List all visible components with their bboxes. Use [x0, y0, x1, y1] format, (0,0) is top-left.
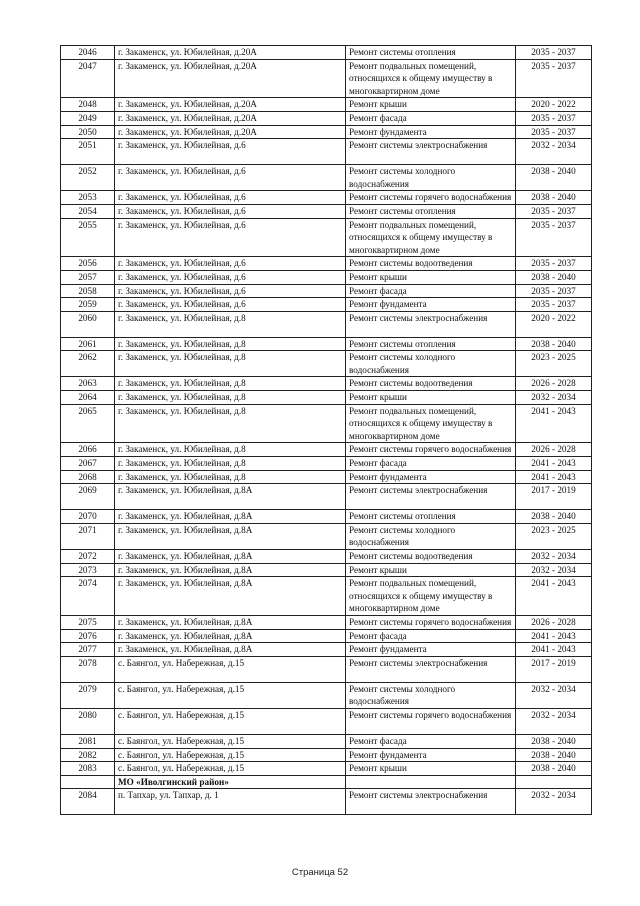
table-row — [61, 298, 592, 312]
table-row — [61, 98, 592, 112]
row-address: с. Баянгол, ул. Набережная, д.15 — [115, 762, 346, 776]
table-row — [61, 111, 592, 125]
row-address: г. Закаменск, ул. Юбилейная, д.8 — [115, 457, 346, 471]
row-address: г. Закаменск, ул. Юбилейная, д.8А — [115, 629, 346, 643]
row-address: г. Закаменск, ул. Юбилейная, д.20А — [115, 59, 346, 98]
table-row — [61, 46, 592, 60]
row-work-type: Ремонт системы отопления — [346, 510, 516, 524]
table-row — [61, 629, 592, 643]
row-number: 2060 — [61, 311, 115, 337]
table-row — [61, 391, 592, 405]
row-period: 2035 - 2037 — [516, 218, 592, 257]
row-work-type: Ремонт системы отопления — [346, 204, 516, 218]
row-address: г. Закаменск, ул. Юбилейная, д.8А — [115, 563, 346, 577]
row-number: 2063 — [61, 377, 115, 391]
row-work-type: Ремонт системы горячего водоснабжения — [346, 191, 516, 205]
row-work-type: Ремонт системы холодного водоснабжения — [346, 523, 516, 549]
row-work-type: Ремонт фасада — [346, 284, 516, 298]
row-number: 2072 — [61, 550, 115, 564]
row-work-type: Ремонт системы водоотведения — [346, 377, 516, 391]
district-empty-cell — [346, 775, 516, 789]
row-number: 2064 — [61, 391, 115, 405]
row-work-type: Ремонт системы горячего водоснабжения — [346, 615, 516, 629]
row-period: 2041 - 2043 — [516, 629, 592, 643]
row-number: 2083 — [61, 762, 115, 776]
row-period: 2032 - 2034 — [516, 391, 592, 405]
row-number: 2084 — [61, 789, 115, 815]
row-period: 2035 - 2037 — [516, 284, 592, 298]
table-row — [61, 270, 592, 284]
table-row — [61, 708, 592, 734]
row-work-type: Ремонт крыши — [346, 98, 516, 112]
row-number: 2047 — [61, 59, 115, 98]
table-row — [61, 377, 592, 391]
row-address: г. Закаменск, ул. Юбилейная, д.8 — [115, 404, 346, 443]
row-number: 2056 — [61, 257, 115, 271]
row-address: г. Закаменск, ул. Юбилейная, д.8А — [115, 550, 346, 564]
table-row — [61, 789, 592, 815]
table-row — [61, 523, 592, 549]
row-work-type: Ремонт крыши — [346, 270, 516, 284]
row-period: 2023 - 2025 — [516, 523, 592, 549]
row-work-type: Ремонт подвальных помещений, относящихся к общему имуществу в многоквартирном доме — [346, 59, 516, 98]
row-address: г. Закаменск, ул. Юбилейная, д.6 — [115, 270, 346, 284]
row-work-type: Ремонт крыши — [346, 391, 516, 405]
table-row — [61, 311, 592, 337]
row-number: 2046 — [61, 46, 115, 60]
table-row — [61, 734, 592, 748]
row-period: 2038 - 2040 — [516, 191, 592, 205]
row-address: с. Баянгол, ул. Набережная, д.15 — [115, 748, 346, 762]
table-row — [61, 139, 592, 165]
row-work-type: Ремонт системы холодного водоснабжения — [346, 682, 516, 708]
row-period: 2041 - 2043 — [516, 470, 592, 484]
table-row — [61, 165, 592, 191]
row-work-type: Ремонт системы отопления — [346, 337, 516, 351]
row-period: 2032 - 2034 — [516, 708, 592, 734]
row-number: 2077 — [61, 643, 115, 657]
row-address: г. Закаменск, ул. Юбилейная, д.8 — [115, 470, 346, 484]
row-work-type: Ремонт подвальных помещений, относящихся к общему имуществу в многоквартирном доме — [346, 404, 516, 443]
row-number: 2070 — [61, 510, 115, 524]
row-period: 2035 - 2037 — [516, 111, 592, 125]
row-address: с. Баянгол, ул. Набережная, д.15 — [115, 708, 346, 734]
row-work-type: Ремонт системы водоотведения — [346, 550, 516, 564]
row-period: 2026 - 2028 — [516, 443, 592, 457]
row-number: 2051 — [61, 139, 115, 165]
district-empty-cell — [516, 775, 592, 789]
table-body — [61, 46, 592, 815]
row-period: 2038 - 2040 — [516, 510, 592, 524]
row-work-type: Ремонт фасада — [346, 734, 516, 748]
row-work-type: Ремонт системы электроснабжения — [346, 656, 516, 682]
table-row — [61, 191, 592, 205]
row-number: 2074 — [61, 577, 115, 616]
row-period: 2023 - 2025 — [516, 351, 592, 377]
row-address: г. Закаменск, ул. Юбилейная, д.8 — [115, 391, 346, 405]
row-work-type: Ремонт системы электроснабжения — [346, 139, 516, 165]
row-number: 2049 — [61, 111, 115, 125]
repair-schedule-table — [60, 45, 592, 815]
row-number: 2075 — [61, 615, 115, 629]
district-name: МО «Иволгинский район» — [115, 775, 346, 789]
row-number: 2058 — [61, 284, 115, 298]
row-number: 2073 — [61, 563, 115, 577]
row-period: 2038 - 2040 — [516, 165, 592, 191]
page-number: Страница 52 — [291, 867, 349, 878]
row-address: г. Закаменск, ул. Юбилейная, д.8А — [115, 484, 346, 510]
row-period: 2017 - 2019 — [516, 484, 592, 510]
table-row — [61, 59, 592, 98]
row-period: 2026 - 2028 — [516, 377, 592, 391]
row-period: 2038 - 2040 — [516, 270, 592, 284]
row-work-type: Ремонт системы холодного водоснабжения — [346, 165, 516, 191]
row-work-type: Ремонт фасада — [346, 629, 516, 643]
row-period: 2038 - 2040 — [516, 734, 592, 748]
row-address: г. Закаменск, ул. Юбилейная, д.6 — [115, 191, 346, 205]
row-address: г. Закаменск, ул. Юбилейная, д.8 — [115, 337, 346, 351]
row-period: 2035 - 2037 — [516, 46, 592, 60]
row-period: 2038 - 2040 — [516, 337, 592, 351]
row-address: г. Закаменск, ул. Юбилейная, д.6 — [115, 165, 346, 191]
row-work-type: Ремонт подвальных помещений, относящихся к общему имуществу в многоквартирном доме — [346, 577, 516, 616]
row-number: 2080 — [61, 708, 115, 734]
row-work-type: Ремонт системы горячего водоснабжения — [346, 708, 516, 734]
row-work-type: Ремонт фундамента — [346, 470, 516, 484]
row-work-type: Ремонт системы отопления — [346, 46, 516, 60]
table-row — [61, 510, 592, 524]
row-work-type: Ремонт подвальных помещений, относящихся к общему имуществу в многоквартирном доме — [346, 218, 516, 257]
row-address: с. Баянгол, ул. Набережная, д.15 — [115, 734, 346, 748]
row-address: г. Закаменск, ул. Юбилейная, д.8А — [115, 577, 346, 616]
row-period: 2041 - 2043 — [516, 643, 592, 657]
row-period: 2032 - 2034 — [516, 563, 592, 577]
row-address: г. Закаменск, ул. Юбилейная, д.6 — [115, 204, 346, 218]
table-row — [61, 643, 592, 657]
row-period: 2035 - 2037 — [516, 204, 592, 218]
table-row — [61, 125, 592, 139]
row-address: г. Закаменск, ул. Юбилейная, д.8 — [115, 443, 346, 457]
row-period: 2038 - 2040 — [516, 748, 592, 762]
table-row — [61, 257, 592, 271]
row-period: 2038 - 2040 — [516, 762, 592, 776]
table-row — [61, 404, 592, 443]
row-number: 2052 — [61, 165, 115, 191]
row-number: 2057 — [61, 270, 115, 284]
table-row — [61, 563, 592, 577]
row-work-type: Ремонт фундамента — [346, 748, 516, 762]
row-number: 2076 — [61, 629, 115, 643]
row-period: 2032 - 2034 — [516, 550, 592, 564]
row-number: 2067 — [61, 457, 115, 471]
row-number: 2066 — [61, 443, 115, 457]
row-work-type: Ремонт крыши — [346, 563, 516, 577]
row-address: г. Закаменск, ул. Юбилейная, д.8 — [115, 377, 346, 391]
row-period: 2035 - 2037 — [516, 59, 592, 98]
row-address: г. Закаменск, ул. Юбилейная, д.6 — [115, 257, 346, 271]
row-address: г. Закаменск, ул. Юбилейная, д.6 — [115, 139, 346, 165]
row-address: г. Закаменск, ул. Юбилейная, д.8А — [115, 523, 346, 549]
table-row — [61, 682, 592, 708]
row-number: 2069 — [61, 484, 115, 510]
table-row — [61, 470, 592, 484]
row-number: 2059 — [61, 298, 115, 312]
table-row — [61, 550, 592, 564]
row-period: 2041 - 2043 — [516, 577, 592, 616]
row-work-type: Ремонт системы холодного водоснабжения — [346, 351, 516, 377]
row-period: 2026 - 2028 — [516, 615, 592, 629]
row-address: г. Закаменск, ул. Юбилейная, д.8А — [115, 510, 346, 524]
row-number: 2079 — [61, 682, 115, 708]
row-work-type: Ремонт фундамента — [346, 643, 516, 657]
row-address: г. Закаменск, ул. Юбилейная, д.8А — [115, 615, 346, 629]
table-row — [61, 748, 592, 762]
table-row — [61, 443, 592, 457]
table-row — [61, 218, 592, 257]
row-number: 2078 — [61, 656, 115, 682]
row-period: 2032 - 2034 — [516, 789, 592, 815]
row-address: г. Закаменск, ул. Юбилейная, д.20А — [115, 125, 346, 139]
row-period: 2032 - 2034 — [516, 682, 592, 708]
row-period: 2041 - 2043 — [516, 404, 592, 443]
row-work-type: Ремонт фасада — [346, 457, 516, 471]
table-row — [61, 351, 592, 377]
row-work-type: Ремонт фундамента — [346, 125, 516, 139]
row-number: 2068 — [61, 470, 115, 484]
table-row — [61, 284, 592, 298]
row-address: г. Закаменск, ул. Юбилейная, д.20А — [115, 98, 346, 112]
row-period: 2017 - 2019 — [516, 656, 592, 682]
table-row — [61, 337, 592, 351]
row-period: 2020 - 2022 — [516, 98, 592, 112]
row-work-type: Ремонт системы горячего водоснабжения — [346, 443, 516, 457]
row-address: г. Закаменск, ул. Юбилейная, д.20А — [115, 46, 346, 60]
row-number: 2081 — [61, 734, 115, 748]
row-number: 2055 — [61, 218, 115, 257]
table-row — [61, 656, 592, 682]
row-period: 2041 - 2043 — [516, 457, 592, 471]
row-work-type: Ремонт системы электроснабжения — [346, 311, 516, 337]
row-period: 2035 - 2037 — [516, 125, 592, 139]
row-work-type: Ремонт системы электроснабжения — [346, 484, 516, 510]
row-address: г. Закаменск, ул. Юбилейная, д.20А — [115, 111, 346, 125]
table-row — [61, 577, 592, 616]
table-row — [61, 204, 592, 218]
row-address: г. Закаменск, ул. Юбилейная, д.8А — [115, 643, 346, 657]
row-period: 2032 - 2034 — [516, 139, 592, 165]
row-work-type: Ремонт системы водоотведения — [346, 257, 516, 271]
row-work-type: Ремонт крыши — [346, 762, 516, 776]
table-row — [61, 615, 592, 629]
table-row — [61, 457, 592, 471]
row-address: г. Закаменск, ул. Юбилейная, д.6 — [115, 218, 346, 257]
row-number: 2062 — [61, 351, 115, 377]
row-work-type: Ремонт фасада — [346, 111, 516, 125]
row-number: 2071 — [61, 523, 115, 549]
row-work-type: Ремонт фундамента — [346, 298, 516, 312]
district-header-row — [61, 775, 592, 789]
table-row — [61, 484, 592, 510]
district-empty-cell — [61, 775, 115, 789]
row-address: г. Закаменск, ул. Юбилейная, д.6 — [115, 298, 346, 312]
row-number: 2048 — [61, 98, 115, 112]
row-number: 2065 — [61, 404, 115, 443]
row-number: 2050 — [61, 125, 115, 139]
row-address: п. Тапхар, ул. Тапхар, д. 1 — [115, 789, 346, 815]
row-address: с. Баянгол, ул. Набережная, д.15 — [115, 682, 346, 708]
row-address: с. Баянгол, ул. Набережная, д.15 — [115, 656, 346, 682]
row-address: г. Закаменск, ул. Юбилейная, д.6 — [115, 284, 346, 298]
row-work-type: Ремонт системы электроснабжения — [346, 789, 516, 815]
row-number: 2054 — [61, 204, 115, 218]
row-address: г. Закаменск, ул. Юбилейная, д.8 — [115, 311, 346, 337]
table-row — [61, 762, 592, 776]
row-address: г. Закаменск, ул. Юбилейная, д.8 — [115, 351, 346, 377]
row-number: 2053 — [61, 191, 115, 205]
row-period: 2035 - 2037 — [516, 257, 592, 271]
row-number: 2061 — [61, 337, 115, 351]
row-number: 2082 — [61, 748, 115, 762]
row-period: 2035 - 2037 — [516, 298, 592, 312]
row-period: 2020 - 2022 — [516, 311, 592, 337]
